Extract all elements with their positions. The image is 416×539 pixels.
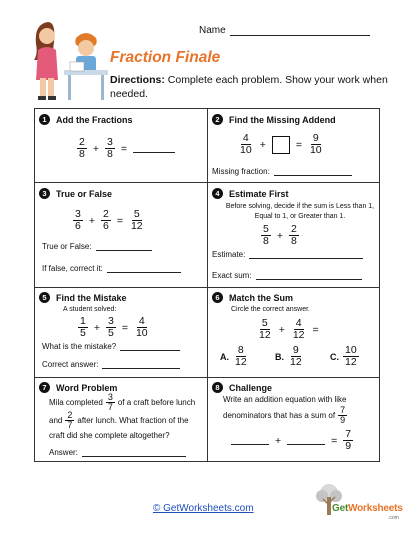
answer-line[interactable] <box>102 360 180 369</box>
name-line[interactable] <box>230 25 370 36</box>
fraction <box>288 345 304 368</box>
numerator: 1 <box>80 315 86 327</box>
numerator: 2 <box>102 208 109 220</box>
numerator: 4 <box>295 317 302 329</box>
operator: + <box>275 434 282 447</box>
fraction <box>65 411 74 431</box>
answer-line[interactable] <box>82 448 186 457</box>
choice-letter: B. <box>275 351 284 362</box>
fraction <box>78 316 88 339</box>
problem-6-equation <box>257 318 319 341</box>
problem-title: Find the Missing Addend <box>229 114 336 125</box>
grid-divider <box>35 182 379 183</box>
answer-line[interactable] <box>107 264 181 273</box>
fraction <box>101 209 111 232</box>
problem-3-equation <box>73 209 145 232</box>
problem-text: denominators that has a sum of <box>223 411 336 421</box>
problem-title: Add the Fractions <box>56 114 133 125</box>
denominator: 12 <box>345 356 357 369</box>
problem-6-choice-a[interactable] <box>220 345 249 368</box>
problem-8-text-line-1: Write an addition equation with like <box>223 395 347 404</box>
name-field[interactable] <box>199 25 370 36</box>
denominator: 12 <box>259 329 271 342</box>
denominator: 6 <box>75 220 81 233</box>
answer-label: True or False: <box>42 242 92 251</box>
answer-label: Exact sum: <box>212 271 252 280</box>
problem-8-equation <box>231 429 353 452</box>
denominator: 8 <box>106 148 113 161</box>
denominator: 7 <box>107 402 113 413</box>
logo-text-worksheets: Worksheets <box>348 503 403 514</box>
numerator: 7 <box>345 428 352 440</box>
problem-2-answer <box>212 167 352 176</box>
numerator: 8 <box>237 344 244 356</box>
fraction <box>238 133 254 156</box>
denominator: 5 <box>107 327 114 340</box>
problem-text: and <box>49 416 63 426</box>
equals-sign: = <box>121 321 128 334</box>
problem-title: Find the Mistake <box>56 292 127 303</box>
fraction <box>257 318 273 341</box>
numerator: 9 <box>312 132 319 144</box>
numerator: 5 <box>263 223 269 235</box>
answer-line[interactable] <box>256 271 362 280</box>
grid-divider <box>207 109 208 461</box>
problem-8-header <box>212 382 272 393</box>
problem-4-header <box>212 188 289 199</box>
answer-line[interactable] <box>287 436 325 445</box>
name-label: Name <box>199 25 226 36</box>
problem-5-intro: A student solved: <box>63 306 117 313</box>
choice-letter: A. <box>220 351 229 362</box>
problem-6-header <box>212 292 293 303</box>
fraction <box>343 429 353 452</box>
problem-text: Mila completed <box>49 398 103 408</box>
equals-sign: = <box>312 323 319 336</box>
problem-title: Estimate First <box>229 188 289 199</box>
denominator: 9 <box>345 440 352 453</box>
answer-label: If false, correct it: <box>42 264 103 273</box>
denominator: 10 <box>240 144 252 157</box>
answer-line[interactable] <box>274 167 352 176</box>
problem-7-text-line-2 <box>49 411 189 431</box>
operator: + <box>92 142 99 155</box>
problem-2-equation <box>238 133 324 156</box>
equals-sign: = <box>331 434 338 447</box>
fraction <box>338 406 347 426</box>
denominator: 12 <box>290 356 302 369</box>
denominator: 8 <box>79 148 85 161</box>
directions-label: Directions: <box>110 74 165 86</box>
denominator: 5 <box>80 327 86 340</box>
fraction <box>291 318 307 341</box>
problem-number: 4 <box>212 188 223 199</box>
fraction <box>106 316 116 339</box>
choice-letter: C. <box>330 351 339 362</box>
getworksheets-logo[interactable] <box>310 483 402 525</box>
problem-number: 5 <box>39 292 50 303</box>
problem-number: 3 <box>39 188 50 199</box>
numerator: 10 <box>345 344 357 356</box>
problem-4-exact <box>212 271 362 280</box>
fraction <box>105 137 115 160</box>
denominator: 12 <box>130 220 143 233</box>
denominator: 9 <box>340 415 346 426</box>
grid-divider <box>35 377 379 378</box>
directions <box>110 73 390 101</box>
problem-title: Challenge <box>229 382 273 393</box>
problem-text: of a craft before lunch <box>117 398 196 408</box>
numerator: 2 <box>290 223 297 235</box>
problem-number: 2 <box>212 114 223 125</box>
problem-3-true-false <box>42 242 152 251</box>
problem-number: 1 <box>39 114 50 125</box>
denominator: 8 <box>263 235 269 248</box>
problem-3-correction <box>42 264 181 273</box>
fraction <box>343 345 359 368</box>
fraction <box>261 224 271 247</box>
denominator: 12 <box>235 356 247 369</box>
problem-title: Match the Sum <box>229 292 294 303</box>
numerator: 2 <box>67 410 73 420</box>
numerator: 3 <box>106 136 113 148</box>
logo-wordmark <box>332 503 403 514</box>
problem-4-equation <box>261 224 299 247</box>
problem-6-intro: Circle the correct answer. <box>231 306 310 313</box>
fraction <box>233 345 249 368</box>
problem-5-mistake <box>42 342 180 351</box>
problem-grid <box>34 108 380 462</box>
numerator: 3 <box>107 392 113 402</box>
problem-6-choice-b[interactable] <box>275 345 304 368</box>
problem-8-text-line-2 <box>223 406 347 426</box>
problem-4-estimate <box>212 250 363 259</box>
numerator: 3 <box>75 208 81 220</box>
equals-sign: = <box>120 142 127 155</box>
problem-5-correct <box>42 360 180 369</box>
problem-number: 8 <box>212 382 223 393</box>
problem-1-equation <box>77 137 175 160</box>
problem-2-header <box>212 114 336 125</box>
problem-title: Word Problem <box>56 382 118 393</box>
missing-addend-box[interactable] <box>272 136 290 154</box>
fraction <box>308 133 324 156</box>
denominator: 8 <box>290 235 297 248</box>
denominator: 10 <box>309 144 322 157</box>
problem-7-answer <box>49 448 186 457</box>
answer-label: Correct answer: <box>42 360 99 369</box>
operator: + <box>278 323 285 336</box>
answer-label: Missing fraction: <box>212 167 270 176</box>
logo-text-get: Get <box>332 503 349 514</box>
problem-3-header <box>39 188 112 199</box>
teacher-student-illustration <box>30 18 110 102</box>
answer-label: Answer: <box>49 448 78 457</box>
numerator: 5 <box>133 208 140 220</box>
problem-7-text-line-3: craft did she complete altogether? <box>49 431 170 440</box>
problem-1-header <box>39 114 133 125</box>
operator: + <box>259 138 266 151</box>
answer-line[interactable] <box>120 342 180 351</box>
operator: + <box>93 321 100 334</box>
logo-text-com: .com <box>388 515 399 521</box>
problem-number: 6 <box>212 292 223 303</box>
fraction <box>73 209 83 232</box>
problem-title: True or False <box>56 188 113 199</box>
fraction <box>289 224 299 247</box>
answer-line[interactable] <box>249 250 363 259</box>
problem-6-choice-c[interactable] <box>330 345 359 368</box>
numerator: 9 <box>292 344 299 356</box>
answer-label: Estimate: <box>212 250 246 259</box>
worksheet-title: Fraction Finale <box>110 49 221 66</box>
equals-sign: = <box>116 214 123 227</box>
denominator: 7 <box>67 420 73 431</box>
denominator: 6 <box>102 220 109 233</box>
numerator: 4 <box>242 132 249 144</box>
grid-divider <box>35 287 379 288</box>
answer-line[interactable] <box>133 144 175 153</box>
operator: + <box>276 229 283 242</box>
directions-text: Complete each problem. Show your work when needed. <box>110 74 388 101</box>
problem-4-instructions: Before solving, decide if the sum is Less than 1, Equal to 1, or Greater than 1. <box>225 203 375 221</box>
problem-text: after lunch. What fraction of the <box>77 416 189 426</box>
answer-label: What is the mistake? <box>42 342 117 351</box>
problem-5-equation <box>78 316 150 339</box>
problem-5-header <box>39 292 127 303</box>
operator: + <box>88 214 95 227</box>
problem-number: 7 <box>39 382 50 393</box>
fraction <box>77 137 87 160</box>
answer-line[interactable] <box>96 242 152 251</box>
copyright-link[interactable]: © GetWorksheets.com <box>153 503 254 514</box>
denominator: 12 <box>292 329 305 342</box>
fraction <box>134 316 150 339</box>
numerator: 5 <box>261 317 268 329</box>
fraction <box>106 393 115 413</box>
numerator: 7 <box>340 405 346 415</box>
denominator: 10 <box>135 327 148 340</box>
numerator: 4 <box>138 315 145 327</box>
answer-line[interactable] <box>231 436 269 445</box>
fraction <box>129 209 145 232</box>
numerator: 2 <box>79 136 85 148</box>
equals-sign: = <box>295 138 302 151</box>
problem-7-header <box>39 382 117 393</box>
numerator: 3 <box>107 315 114 327</box>
